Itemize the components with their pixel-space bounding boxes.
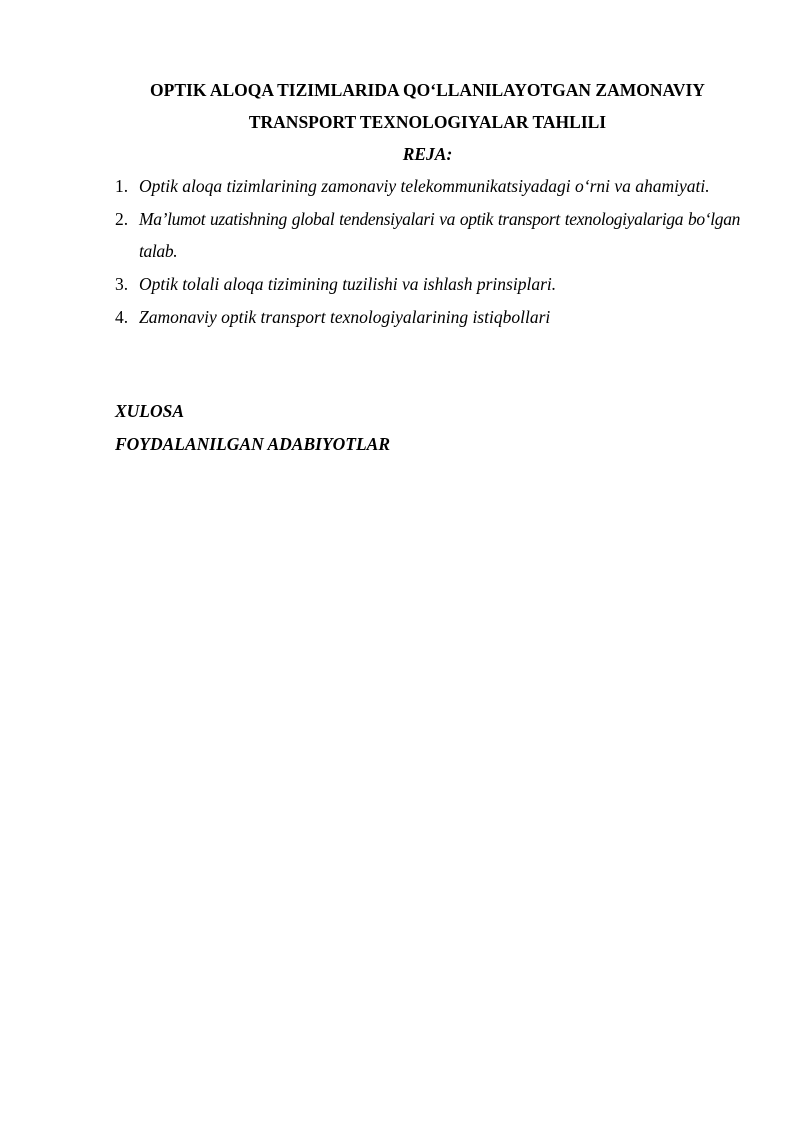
plan-item-number: 1. [115,176,129,196]
plan-item-3 [115,268,740,300]
references-heading: FOYDALANILGAN ADABIYOTLAR [115,434,391,454]
plan-heading: REJA: [402,144,453,164]
plan-list [115,170,740,334]
plan-item-number: 3. [115,274,129,294]
plan-item-text: Optik tolali aloqa tizimining tuzilishi va ishlash prinsiplari. [139,274,557,294]
document-title [115,74,740,138]
plan-item-text: Ma’lumot uzatishning global tendensiyalari va optik transport texnologiyalariga bo‘lgan talab. [139,209,740,261]
plan-item-4 [115,301,740,333]
plan-item-number: 2. [115,209,129,229]
plan-item-number: 4. [115,307,129,327]
title-line-2: TRANSPORT TEXNOLOGIYALAR TAHLILI [248,112,607,132]
title-line-1: OPTIK ALOQA TIZIMLARIDA QO‘LLANILAYOTGAN ZAMONAVIY [150,80,705,100]
plan-item-text: Zamonaviy optik transport texnologiyalarining istiqbollari [139,307,551,327]
plan-item-2 [115,203,740,267]
plan-item-text: Optik aloqa tizimlarining zamonaviy telekommunikatsiyadagi o‘rni va ahamiyati. [139,176,710,196]
plan-item-1 [115,170,740,202]
conclusion-heading: XULOSA [115,401,185,421]
